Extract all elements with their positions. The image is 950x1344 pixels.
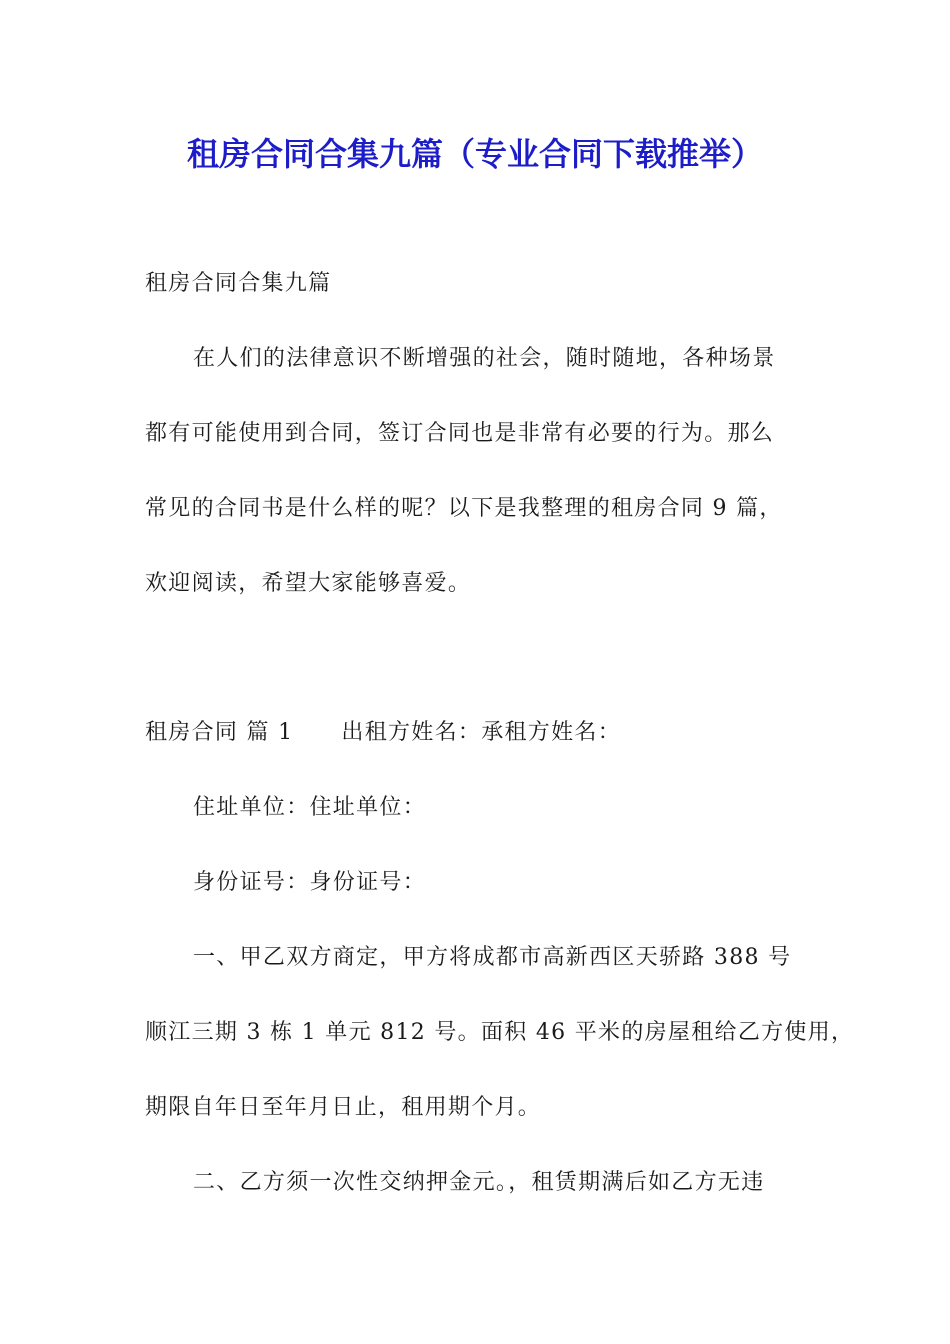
clause1-line-1: 一、甲乙双方商定，甲方将成都市高新西区天骄路 388 号 xyxy=(193,945,792,970)
intro-line-4: 欢迎阅读，希望大家能够喜爱。 xyxy=(145,571,472,596)
clause2-line-1: 二、乙方须一次性交纳押金元。，租赁期满后如乙方无违 xyxy=(193,1170,765,1195)
section1-address: 住址单位：住址单位： xyxy=(193,795,427,820)
clause1-line-2: 顺江三期 3 栋 1 单元 812 号。面积 46 平米的房屋租给乙方使用， xyxy=(145,1020,855,1045)
document-subtitle: 租房合同合集九篇 xyxy=(145,271,332,296)
intro-line-2: 都有可能使用到合同，签订合同也是非常有必要的行为。那么 xyxy=(145,421,775,446)
clause1-line-3: 期限自年日至年月日止，租用期个月。 xyxy=(145,1095,542,1120)
section1-parties: 出租方姓名：承租方姓名： xyxy=(341,720,621,745)
section1-heading: 租房合同 篇 1 xyxy=(145,720,294,745)
section1-heading-line xyxy=(145,717,621,749)
section1-id-number: 身份证号：身份证号： xyxy=(193,870,427,895)
intro-line-3: 常见的合同书是什么样的呢？以下是我整理的租房合同 9 篇， xyxy=(145,496,783,521)
intro-line-1: 在人们的法律意识不断增强的社会，随时随地，各种场景 xyxy=(193,346,776,371)
document-title: 租房合同合集九篇（专业合同下载推举） xyxy=(186,135,763,173)
